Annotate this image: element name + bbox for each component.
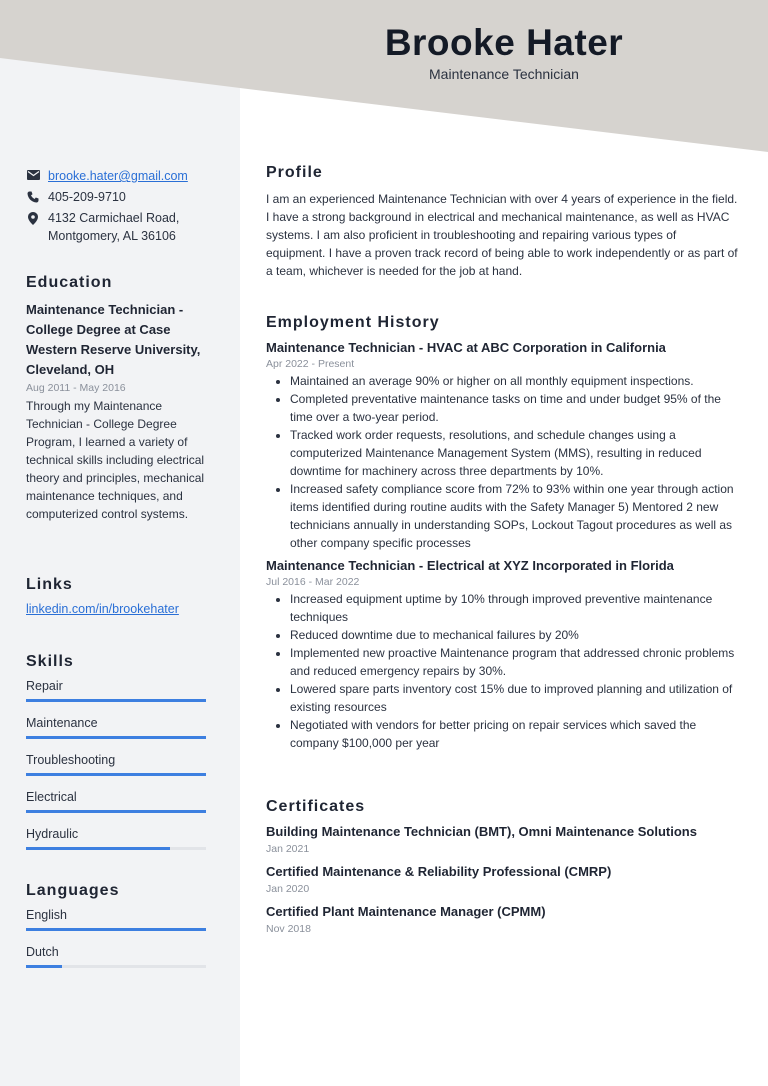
certificate-name: Certified Maintenance & Reliability Professional (CMRP) [266, 864, 612, 879]
phone-icon [26, 188, 40, 203]
employment-section [266, 314, 738, 752]
certificate-date: Jan 2020 [266, 883, 310, 895]
language-bar-track [26, 965, 206, 968]
skills-section [26, 653, 216, 864]
candidate-title: Maintenance Technician [429, 66, 579, 82]
skill-bar-track [26, 699, 206, 702]
education-title: Maintenance Technician - College Degree at Case Western Reserve University, Cleveland, OH [26, 302, 201, 377]
job-title: Maintenance Technician - HVAC at ABC Corporation in California [266, 340, 666, 355]
skill-bar-fill [26, 699, 206, 702]
language-item [26, 908, 216, 931]
skill-item [26, 753, 216, 776]
skills-heading: Skills [26, 653, 74, 670]
employment-heading: Employment History [266, 314, 440, 331]
job-date: Apr 2022 - Present [266, 358, 355, 370]
job-entry [266, 340, 738, 552]
skill-item [26, 716, 216, 739]
skill-bar-track [26, 810, 206, 813]
skill-name: Troubleshooting [26, 753, 116, 767]
language-bar-fill [26, 965, 62, 968]
address-line-1: 4132 Carmichael Road, [48, 211, 180, 225]
resume-header [240, 22, 768, 82]
job-bullet: • Implemented new proactive Maintenance program that addressed chronic problems and reduced emergency repairs by 30%. [290, 644, 738, 680]
languages-section [26, 882, 216, 982]
skill-bar-fill [26, 847, 170, 850]
skill-bar-track [26, 773, 206, 776]
languages-heading: Languages [26, 882, 120, 899]
profile-heading: Profile [266, 164, 323, 181]
education-date: Aug 2011 - May 2016 [26, 382, 126, 394]
job-bullet: • Completed preventative maintenance tasks on time and under budget 95% of the time over a two-year period. [290, 390, 738, 426]
job-bullet: • Reduced downtime due to mechanical failures by 20% [290, 626, 738, 644]
certificate-date: Nov 2018 [266, 923, 311, 935]
skill-item [26, 827, 216, 850]
job-bullet: • Increased equipment uptime by 10% through improved preventive maintenance techniques [290, 590, 738, 626]
links-section [26, 576, 216, 616]
job-bullets [266, 590, 738, 752]
skill-name: Maintenance [26, 716, 98, 730]
job-date: Jul 2016 - Mar 2022 [266, 576, 360, 588]
address [48, 209, 179, 245]
map-pin-icon [26, 209, 40, 225]
certificates-section [266, 798, 738, 944]
certificate-item [266, 824, 738, 855]
skill-bar-fill [26, 810, 206, 813]
job-bullet: • Lowered spare parts inventory cost 15% due to improved planning and utilization of existing resources [290, 680, 738, 716]
certificates-heading: Certificates [266, 798, 366, 815]
skill-item [26, 679, 216, 702]
skill-name: Hydraulic [26, 827, 79, 841]
skill-bar-fill [26, 773, 206, 776]
job-bullet: • Maintained an average 90% or higher on all monthly equipment inspections. [290, 372, 738, 390]
profile-section [266, 164, 738, 280]
skill-name: Electrical [26, 790, 77, 804]
skill-bar-track [26, 847, 206, 850]
profile-text: I am an experienced Maintenance Technician with over 4 years of experience in the field. I have a strong background in electrical and mechanical maintenance, as well as HVAC systems. I am also proficient in troubleshooting and repairing various types of equipment. I have a proven track record of being able to work independently or as part of a team, whichever is needed for the job at hand. [266, 192, 738, 278]
contact-email-row [26, 167, 231, 185]
certificate-date: Jan 2021 [266, 843, 310, 855]
phone-number: 405-209-9710 [48, 190, 126, 204]
skill-bar-fill [26, 736, 206, 739]
skill-bar-track [26, 736, 206, 739]
language-name: English [26, 908, 67, 922]
contact-details [26, 167, 231, 248]
candidate-name: Brooke Hater [384, 22, 624, 63]
certificate-name: Building Maintenance Technician (BMT), Omni Maintenance Solutions [266, 824, 697, 839]
skill-name: Repair [26, 679, 63, 693]
certificate-item [266, 864, 738, 895]
language-bar-track [26, 928, 206, 931]
job-bullet: • Negotiated with vendors for better pricing on repair services which saved the company $100,000 per year [290, 716, 738, 752]
address-line-2: Montgomery, AL 36106 [48, 229, 176, 243]
education-heading: Education [26, 274, 113, 291]
education-section [26, 274, 216, 523]
job-bullet: • Increased safety compliance score from 72% to 93% within one year through action items identified during routine audits with the Safety Manager 5) Mentored 2 new technicians annually in understanding SOPs, Lockout Tagout procedures as well as other company specific processes [290, 480, 738, 552]
language-item [26, 945, 216, 968]
job-entry [266, 558, 738, 752]
envelope-icon [26, 167, 40, 180]
skill-item [26, 790, 216, 813]
certificate-item [266, 904, 738, 935]
email-link[interactable]: brooke.hater@gmail.com [48, 169, 188, 183]
contact-address-row [26, 209, 231, 245]
language-name: Dutch [26, 945, 59, 959]
job-bullets [266, 372, 738, 552]
linkedin-link[interactable]: linkedin.com/in/brookehater [26, 602, 179, 616]
education-description: Through my Maintenance Technician - College Degree Program, I learned a variety of technical skills including electrical theory and principles, mechanical maintenance techniques, and computerized control systems. [26, 399, 205, 521]
job-bullet: • Tracked work order requests, resolutions, and schedule changes using a computerized Maintenance Management System (MMS), resulting in reduced downtime for machinery across three departments by 10%. [290, 426, 738, 480]
language-bar-fill [26, 928, 206, 931]
certificate-name: Certified Plant Maintenance Manager (CPMM) [266, 904, 546, 919]
links-heading: Links [26, 576, 73, 593]
job-title: Maintenance Technician - Electrical at XYZ Incorporated in Florida [266, 558, 674, 573]
contact-phone-row [26, 188, 231, 206]
